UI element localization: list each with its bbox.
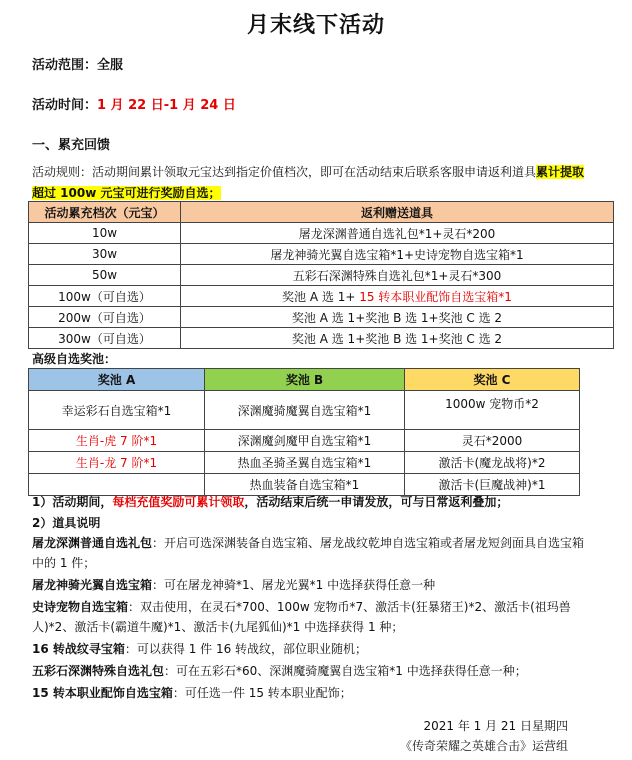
header-pool-a: 奖池 A	[29, 369, 205, 391]
item-name: 屠龙神骑光翼自选宝箱	[32, 578, 153, 592]
page-title: 月末线下活动	[246, 13, 385, 38]
item-text: ：双击使用，在灵石*700、100w 宠物币*7、激活卡(狂暴猪王)*2、激活卡(祖玛兽人)*2、激活卡(霸道牛魔)*1、激活卡(九尾狐仙)*1 中选择获得 1 种；	[32, 600, 571, 634]
note-1-red: 每档充值奖励可累计领取	[112, 495, 245, 509]
item-desc	[32, 533, 588, 573]
activity-scope	[32, 54, 123, 73]
note-1-suffix: ，活动结束后统一申请发放，可与日常返利叠加；	[244, 495, 509, 509]
item-desc	[32, 639, 588, 659]
header-pool-c: 奖池 C	[405, 369, 580, 391]
note-1	[32, 492, 588, 512]
item-desc	[32, 683, 588, 703]
table-row	[29, 307, 614, 328]
reward-cell: 屠龙神骑光翼自选宝箱*1+史诗宠物自选宝箱*1	[181, 244, 614, 265]
reward-cell: 奖池 A 选 1+奖池 B 选 1+奖池 C 选 2	[181, 328, 614, 349]
pool-b-cell: 深渊魔剑魔甲自选宝箱*1	[205, 430, 405, 452]
table-row	[29, 244, 614, 265]
item-desc	[32, 661, 588, 681]
time-value: 1 月 22 日-1 月 24 日	[97, 98, 236, 113]
table-row	[29, 265, 614, 286]
table-row	[29, 223, 614, 244]
item-text: ：可在五彩石*60、深渊魔骑魔翼自选宝箱*1 中选择获得任意一种；	[164, 664, 527, 678]
pool-c-cell: 灵石*2000	[405, 430, 580, 452]
reward-red: 15 转本职业配饰自选宝箱*1	[359, 289, 512, 304]
reward-cell	[181, 286, 614, 307]
activity-time	[32, 94, 236, 113]
signature-org: 《传奇荣耀之英雄合击》运营组	[399, 739, 568, 753]
item-desc	[32, 597, 588, 637]
table-row	[29, 391, 580, 430]
rules-text: 活动规则：活动期间累计领取元宝达到指定价值档次，即可在活动结束后联系客服申请返利道具	[32, 165, 537, 179]
tier-cell: 50w	[29, 265, 181, 286]
item-text: ：可任选一件 15 转本职业配饰；	[172, 686, 352, 700]
table-row	[29, 430, 580, 452]
tier-cell: 200w（可自选）	[29, 307, 181, 328]
tier-reward-table	[28, 201, 614, 349]
section-heading: 一、累充回馈	[32, 138, 111, 153]
pool-a-cell: 幸运彩石自选宝箱*1	[29, 391, 205, 430]
pool-table	[28, 368, 580, 496]
reward-cell: 五彩石深渊特殊自选礼包*1+灵石*300	[181, 265, 614, 286]
activity-rules	[32, 162, 588, 204]
header-pool-b: 奖池 B	[205, 369, 405, 391]
item-desc	[32, 575, 588, 595]
tier-cell: 100w（可自选）	[29, 286, 181, 307]
pool-label: 高级自选奖池：	[32, 352, 117, 366]
pool-b-cell: 热血圣骑圣翼自选宝箱*1	[205, 452, 405, 474]
note-2: 2）道具说明	[32, 516, 101, 530]
time-label: 活动时间：	[32, 98, 98, 113]
item-name: 16 转战纹寻宝箱	[32, 642, 125, 656]
item-text: ：可以获得 1 件 16 转战纹，部位职业随机；	[124, 642, 368, 656]
pool-b-cell: 热血装备自选宝箱*1	[205, 474, 405, 496]
tier-cell: 300w（可自选）	[29, 328, 181, 349]
item-text: ：开启可选深渊装备自选宝箱、屠龙战纹乾坤自选宝箱或者屠龙短剑面具自选宝箱中的 1 件；	[32, 536, 585, 570]
pool-a-cell: 生肖-虎 7 阶*1	[29, 430, 205, 452]
item-text: ：可在屠龙神骑*1、屠龙光翼*1 中选择获得任意一种	[152, 578, 436, 592]
header-tier: 活动累充档次（元宝）	[29, 202, 181, 223]
scope-label: 活动范围：	[32, 58, 98, 73]
note-1-prefix: 1）活动期间，	[32, 495, 113, 509]
table-row	[29, 286, 614, 307]
reward-cell: 奖池 A 选 1+奖池 B 选 1+奖池 C 选 2	[181, 307, 614, 328]
scope-value: 全服	[97, 58, 124, 73]
item-name: 史诗宠物自选宝箱	[32, 600, 129, 614]
table-header-row	[29, 369, 580, 391]
reward-prefix: 奖池 A 选 1+	[282, 289, 360, 304]
rules-highlight: 累计提取超过 100w 元宝可进行奖励自选；	[32, 165, 585, 200]
reward-cell: 屠龙深渊普通自选礼包*1+灵石*200	[181, 223, 614, 244]
pool-b-cell: 深渊魔骑魔翼自选宝箱*1	[205, 391, 405, 430]
pool-c-cell: 激活卡(巨魔战神)*1	[405, 474, 580, 496]
item-descriptions	[32, 533, 588, 703]
pool-c-cell: 1000w 宠物币*2	[405, 391, 580, 430]
pool-c-cell: 激活卡(魔龙战将)*2	[405, 452, 580, 474]
signature-date: 2021 年 1 月 21 日星期四	[423, 719, 568, 733]
item-name: 五彩石深渊特殊自选礼包	[32, 664, 165, 678]
table-row	[29, 452, 580, 474]
tier-cell: 30w	[29, 244, 181, 265]
item-name: 15 转本职业配饰自选宝箱	[32, 686, 173, 700]
tier-cell: 10w	[29, 223, 181, 244]
table-row	[29, 328, 614, 349]
table-header-row	[29, 202, 614, 223]
header-reward: 返利赠送道具	[181, 202, 614, 223]
pool-a-cell: 生肖-龙 7 阶*1	[29, 452, 205, 474]
item-name: 屠龙深渊普通自选礼包	[32, 536, 153, 550]
